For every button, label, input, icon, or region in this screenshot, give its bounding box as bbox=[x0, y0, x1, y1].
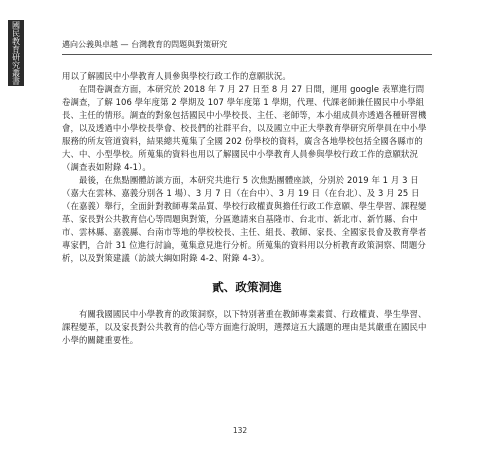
page-body bbox=[62, 70, 432, 347]
chapter-side-tab: 國民教育研究叢書 bbox=[8, 20, 24, 86]
section-heading: 貳、政策洞進 bbox=[212, 280, 282, 294]
paragraph-survey: 在問卷調查方面，本研究於 2018 年 7 月 27 日至 8 月 27 日間，運用 google 表單進行問卷調查，了解 106 學年度第 2 學期及 107 學年度第 1 學期，代理、代課老師兼任國民中小學組長、主任的情形。調查的對象包括國民中小學校長、主任、老師等，本小組成員亦透過各種研習機會，以及透過中小學校長學會、校長們的社群平台，以及國立中正大學教育學研究所學員在中小學服務的所友管道資料，結果總共蒐集了全國 202 份學校的資料，廣含各地學校包括全國各縣市的大、中、小型學校。所蒐集的資料也用以了解國民中小學教育人員參與學校行政工作的意願狀況（調查表如附錄 4-1）。 bbox=[62, 84, 427, 172]
page-number: 132 bbox=[232, 426, 248, 435]
paragraph-intro-end: 用以了解國民中小學教育人員參與學校行政工作的意願狀況。 bbox=[62, 71, 291, 81]
paragraph-focus-group: 最後，在焦點團體訪談方面，本研究共進行 5 次焦點團體座談，分別於 2019 年 1 月 3 日（嘉大在雲林、嘉義分別各 1 場）、3 月 7 日（在台中）、3 月 19 日（在台北）、及 3 月 25 日（在嘉義）舉行，全面針對教師專業品質、學校行政權責與擔任行政工作意願、學生學習、課程變革、家長對公共教育信心等問題與對策，分區邀請來自基隆市、台北市、新北市、新竹縣、台中市、雲林縣、嘉義縣、台南市等地的學校校長、主任、組長、教師、家長、全國家長會及教育學者專家們，合計 31 位進行討論，蒐集意見進行分析。所蒐集的資料用以分析教育政策洞察、問題分析，以及對策建議（訪談大綱如附錄 4-2、附錄 4-3）。 bbox=[62, 175, 427, 263]
paragraph-policy-insight: 有關我國國民中小學教育的政策洞察，以下特別著重在教師專業素質、行政權責、學生學習、課程變革，以及家長對公共教育的信心等方面進行說明，選擇這五大議題的理由是其嚴重在國民中小學的關鍵重要性。 bbox=[62, 309, 427, 345]
header-rule bbox=[62, 54, 432, 55]
running-head: 邁向公義與卓越 — 台灣教育的問題與對策研究 bbox=[62, 40, 228, 49]
